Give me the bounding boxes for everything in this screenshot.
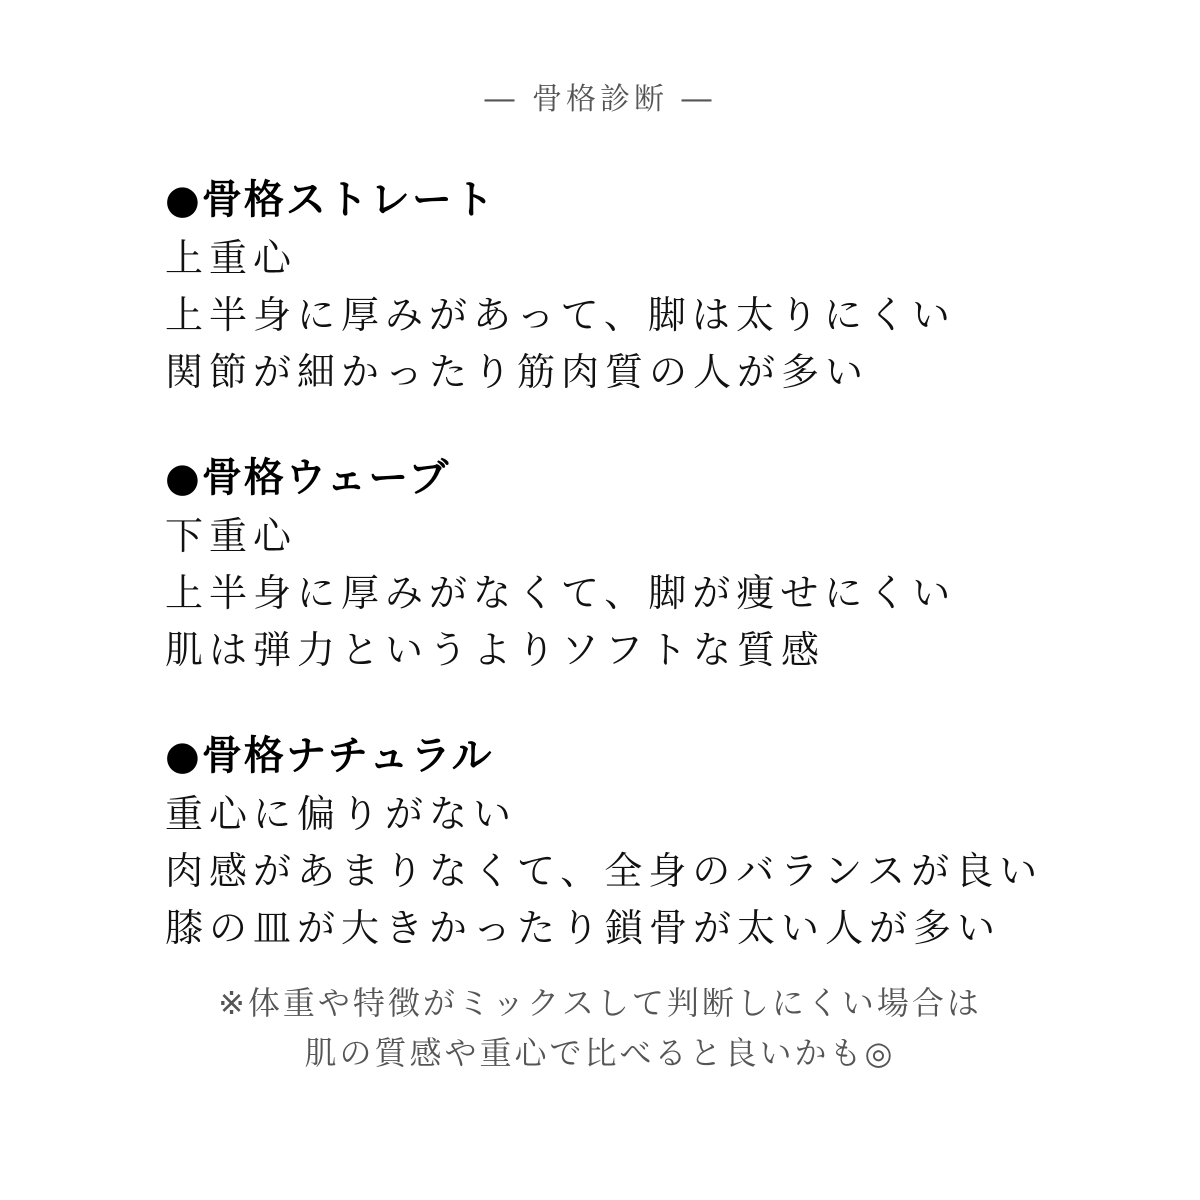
footnote-line: ※体重や特徴がミックスして判断しにくい場合は — [218, 984, 982, 1022]
section-line: 上半身に厚みがあって、脚は太りにくい — [165, 293, 956, 337]
section-title-natural: ●骨格ナチュラル — [165, 733, 494, 779]
section-straight — [165, 170, 1145, 401]
footnote — [0, 978, 1200, 1078]
section-line: 重心に偏りがない — [165, 792, 518, 836]
section-natural — [165, 726, 1145, 957]
section-line: 膝の皿が大きかったり鎖骨が太い人が多い — [165, 906, 1002, 950]
section-line: 肉感があまりなくて、全身のバランスが良い — [165, 849, 1044, 893]
footnote-line: 肌の質感や重心で比べると良いかも◎ — [304, 1034, 896, 1072]
section-line: 肌は弾力というよりソフトな質感 — [165, 628, 826, 672]
page-title: ― 骨格診断 ― — [484, 82, 716, 117]
section-title-straight: ●骨格ストレート — [165, 177, 496, 223]
section-line: 上半身に厚みがなくて、脚が痩せにくい — [165, 571, 957, 615]
section-line: 上重心 — [165, 236, 298, 280]
section-wave — [165, 448, 1145, 679]
section-line: 下重心 — [165, 514, 298, 558]
content-area — [165, 170, 1145, 1004]
section-title-wave: ●骨格ウェーブ — [165, 455, 451, 501]
section-line: 関節が細かったり筋肉質の人が多い — [165, 350, 870, 394]
